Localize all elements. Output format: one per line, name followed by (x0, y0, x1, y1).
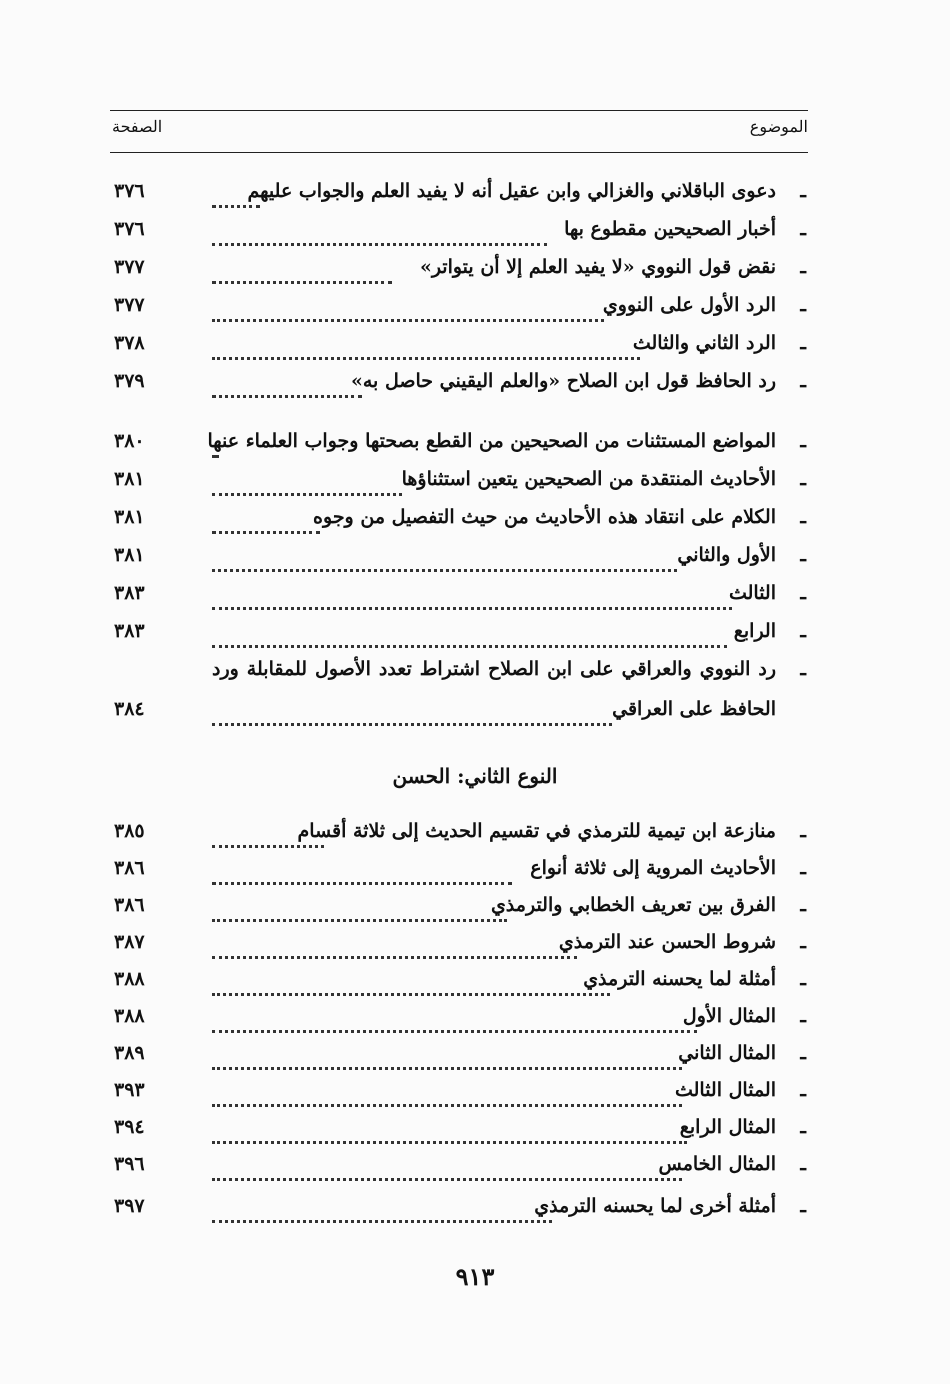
entry-title: منازعة ابن تيمية للترمذي في تقسيم الحديث إلى ثلاثة أقسام (297, 820, 776, 842)
page-number: ٩١٣ (455, 1262, 495, 1291)
entry-title: المثال الأول (682, 1005, 776, 1027)
dot-leader (212, 1042, 682, 1070)
entry-title: الأول والثاني (677, 544, 776, 566)
entry-page: ٣٩٣ (114, 1079, 145, 1101)
dash-marker: ـ (800, 820, 806, 842)
entry-page: ٣٨٣ (114, 582, 145, 604)
entry-title-line-1: رد النووي والعراقي على ابن الصلاح اشتراط تعدد الأصول للمقابلة ورد (212, 658, 776, 680)
entry-page: ٣٨١ (114, 506, 145, 528)
dot-leader (212, 620, 727, 648)
entry-title: شروط الحسن عند الترمذي (558, 931, 776, 953)
entry-page: ٣٨٥ (114, 820, 145, 842)
dot-leader (212, 218, 547, 246)
toc-entry (112, 544, 806, 576)
entry-title: الفرق بين تعريف الخطابي والترمذي (490, 894, 776, 916)
dash-marker: ـ (800, 1042, 806, 1064)
dot-leader (212, 1005, 697, 1033)
entry-title: الأحاديث المنتقدة من الصحيحين يتعين استثناؤها (401, 468, 776, 490)
dash-marker: ـ (800, 1005, 806, 1027)
entry-title: الكلام على انتقاد هذه الأحاديث من حيث التفصيل من وجوه (313, 506, 776, 528)
dash-marker: ـ (800, 1153, 806, 1175)
dot-leader (212, 1116, 687, 1144)
entry-title: الأحاديث المروية إلى ثلاثة أنواع (530, 857, 776, 879)
entry-page: ٣٧٩ (114, 370, 145, 392)
dash-marker: ـ (800, 218, 806, 240)
dash-marker: ـ (800, 468, 806, 490)
toc-entry (112, 294, 806, 326)
toc-entry (112, 820, 806, 852)
dash-marker: ـ (800, 582, 806, 604)
toc-entry (112, 370, 806, 402)
toc-entry (112, 256, 806, 288)
entry-title: المثال الخامس (658, 1153, 776, 1175)
entry-title-line-2: الحافظ على العراقي (612, 698, 776, 720)
dash-marker: ـ (800, 256, 806, 278)
entry-page: ٣٨٣ (114, 620, 145, 642)
dot-leader (212, 820, 324, 848)
toc-entry (112, 857, 806, 889)
toc-entry (112, 894, 806, 926)
entry-page: ٣٧٧ (114, 256, 145, 278)
toc-entry (112, 218, 806, 250)
page-column-label: الصفحة (112, 117, 163, 136)
toc-entry (112, 1153, 806, 1185)
toc-entry (112, 620, 806, 652)
dot-leader (212, 582, 732, 610)
subject-column-label: الموضوع (749, 117, 808, 136)
entry-page: ٣٩٦ (114, 1153, 145, 1175)
entry-page: ٣٨٩ (114, 1042, 145, 1064)
dash-marker: ـ (800, 968, 806, 990)
entry-title: المواضع المستثنات من الصحيحين من القطع بصحتها وجواب العلماء عنها (207, 430, 776, 452)
dash-marker: ـ (800, 931, 806, 953)
entry-title: المثال الرابع (679, 1116, 776, 1138)
dash-marker: ـ (800, 857, 806, 879)
toc-entry (112, 582, 806, 614)
entry-title: الرد الثاني والثالث (632, 332, 776, 354)
dot-leader (212, 1153, 682, 1181)
dot-leader (212, 294, 604, 322)
dash-marker: ـ (800, 370, 806, 392)
section-heading: النوع الثاني: الحسن (392, 764, 558, 788)
dot-leader (212, 1079, 682, 1107)
dash-marker: ـ (800, 294, 806, 316)
toc-entry (112, 1195, 806, 1227)
entry-page: ٣٨٦ (114, 857, 145, 879)
header-top-rule (110, 110, 808, 111)
toc-entry (112, 968, 806, 1000)
dot-leader (212, 332, 640, 360)
dash-marker: ـ (800, 430, 806, 452)
entry-page: ٣٨٤ (114, 698, 145, 720)
entry-page: ٣٨٦ (114, 894, 145, 916)
entry-page: ٣٨٨ (114, 1005, 145, 1027)
entry-page: ٣٧٨ (114, 332, 145, 354)
dash-marker: ـ (800, 1079, 806, 1101)
entry-title: أمثلة لما يحسنه الترمذي (583, 968, 776, 990)
entry-page: ٣٨٠ (114, 430, 145, 452)
dot-leader (212, 370, 362, 398)
entry-title: نقض قول النووي «لا يفيد العلم إلا أن يتواتر» (419, 256, 776, 278)
toc-entry (112, 1116, 806, 1148)
entry-page: ٣٨٨ (114, 968, 145, 990)
entry-title: دعوى الباقلاني والغزالي وابن عقيل أنه لا يفيد العلم والجواب عليهم (247, 180, 776, 202)
entry-title: الرد الأول على النووي (602, 294, 776, 316)
entry-page: ٣٩٤ (114, 1116, 145, 1138)
entry-title: أخبار الصحيحين مقطوع بها (564, 218, 776, 240)
dash-marker: ـ (800, 506, 806, 528)
entry-title: أمثلة أخرى لما يحسنه الترمذي (534, 1195, 776, 1217)
dot-leader (212, 180, 260, 208)
dash-marker: ـ (800, 180, 806, 202)
dash-marker: ـ (800, 332, 806, 354)
dash-marker: ـ (800, 620, 806, 642)
dot-leader (212, 430, 218, 458)
entry-page: ٣٧٧ (114, 294, 145, 316)
toc-entry (112, 430, 806, 462)
entry-title: المثال الثالث (674, 1079, 776, 1101)
dot-leader (212, 698, 612, 726)
header-bottom-rule (110, 152, 808, 153)
toc-entry (112, 1005, 806, 1037)
dot-leader (212, 256, 392, 284)
entry-page: ٣٧٦ (114, 180, 145, 202)
entry-page: ٣٨٧ (114, 931, 145, 953)
dot-leader (212, 544, 677, 572)
entry-title: رد الحافظ قول ابن الصلاح «والعلم اليقيني حاصل به» (350, 370, 776, 392)
entry-title: المثال الثاني (678, 1042, 776, 1064)
dash-marker: ـ (800, 544, 806, 566)
dot-leader (212, 1195, 552, 1223)
dot-leader (212, 894, 507, 922)
dash-marker: ـ (800, 894, 806, 916)
dot-leader (212, 931, 577, 959)
toc-entry (112, 468, 806, 500)
dot-leader (212, 968, 610, 996)
entry-page: ٣٨١ (114, 468, 145, 490)
toc-entry (112, 931, 806, 963)
dash-marker: ـ (800, 1116, 806, 1138)
dash-marker: ـ (800, 1195, 806, 1217)
toc-entry-continuation (112, 698, 806, 730)
toc-entry (112, 332, 806, 364)
entry-title: الرابع (733, 620, 776, 642)
toc-entry (112, 1042, 806, 1074)
entry-page: ٣٧٦ (114, 218, 145, 240)
dot-leader (212, 468, 402, 496)
dot-leader (212, 506, 320, 534)
dash-marker: ـ (800, 658, 806, 680)
toc-entry (112, 506, 806, 538)
entry-page: ٣٨١ (114, 544, 145, 566)
toc-entry (112, 1079, 806, 1111)
toc-entry (112, 180, 806, 212)
entry-page: ٣٩٧ (114, 1195, 145, 1217)
entry-title: الثالث (728, 582, 776, 604)
dot-leader (212, 857, 512, 885)
